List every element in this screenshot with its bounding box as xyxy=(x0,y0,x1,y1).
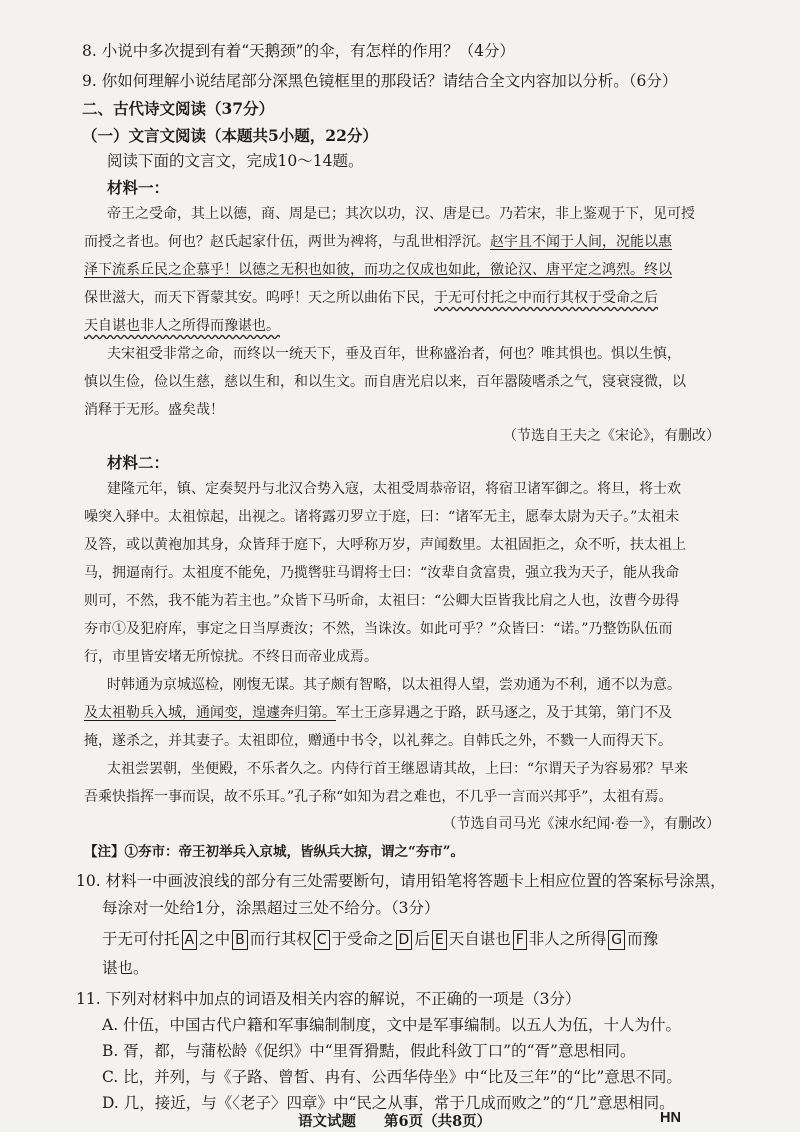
question-11-option-d[interactable]: D. 几，接近，与《〈老子〉四章》中“民之从事，常于几成而败之”的“几”意思相同。 xyxy=(102,1094,675,1112)
material-1-line: 慎以生俭，俭以生慈，慈以生和，和以生文。而自唐光启以来，百年嚣陵嗜杀之气，寖衰寖微，以 xyxy=(84,374,686,390)
footer-page-number: 第6页（共8页） xyxy=(384,1113,492,1130)
option-box-a[interactable]: A xyxy=(182,930,198,950)
option-box-f[interactable]: F xyxy=(513,930,527,950)
material-1-line xyxy=(84,288,658,308)
question-11-option-b[interactable]: B. 胥，都，与蒲松龄《促织》中“里胥猾黠，假此科敛丁口”的“胥”意思相同。 xyxy=(102,1042,636,1060)
footer-code: HN xyxy=(660,1110,681,1126)
material-2-line: 太祖尝罢朝，坐便殿，不乐者久之。内侍行首王继恩请其故，上曰：“尔谓天子为容易邪？早来 xyxy=(107,761,689,777)
material-1-line: 帝王之受命，其上以德，商、周是已；其次以功，汉、唐是已。乃若宋，非上鉴观于下，见可授 xyxy=(107,206,695,222)
material-1-text: 保世滋大，而天下胥蒙其安。呜呼！天之所以曲佑下民， xyxy=(84,290,434,306)
question-9: 9. 你如何理解小说结尾部分深黑色镜框里的那段话？请结合全文内容加以分析。（6分） xyxy=(82,72,678,90)
wavy-underlined-text: 于无可付托之中而行其权于受命之后 xyxy=(434,290,658,306)
material-2-line: 建隆元年，镇、定奏契丹与北汉合势入寇，太祖受周恭帝诏，将宿卫诸军御之。将旦，将士欢 xyxy=(107,481,681,497)
sentence-fragment: 非人之所得 xyxy=(528,930,607,948)
sentence-fragment: 后 xyxy=(414,930,430,948)
question-10-line: 每涂对一处给1分，涂黑超过三处不给分。（3分） xyxy=(102,899,440,917)
option-box-c[interactable]: C xyxy=(314,930,330,950)
section-heading: 二、古代诗文阅读（37分） xyxy=(82,99,275,118)
footer-subject: 语文试题 xyxy=(298,1113,356,1130)
material-2-line xyxy=(84,703,672,723)
material-1-line xyxy=(84,232,672,252)
sentence-fragment: 于无可付托 xyxy=(102,930,180,948)
material-2-line: 吾乘快指挥一事而误，故不乐耳。”孔子称“如知为君之难也，不几乎一言而兴邦乎”，太祖有焉。 xyxy=(84,789,673,805)
material-2-line: 马，拥逼南行。太祖度不能免，乃揽辔驻马谓将士曰：“汝辈自贪富贵，强立我为天子，能从我命 xyxy=(84,565,680,581)
question-11-option-c[interactable]: C. 比，并列，与《子路、曾皙、冉有、公西华侍坐》中“比及三年”的“比”意思不同。 xyxy=(102,1068,682,1086)
question-11-option-a[interactable]: A. 什伍，中国古代户籍和军事编制制度，文中是军事编制。以五人为伍，十人为什。 xyxy=(102,1016,682,1034)
sentence-fragment: 之中 xyxy=(199,930,231,948)
sentence-fragment: 而豫 xyxy=(627,930,659,948)
material-1-title: 材料一： xyxy=(107,178,170,197)
subsection-heading: （一）文言文阅读（本题共5小题，22分） xyxy=(82,126,378,145)
question-11-stem: 11. 下列对材料中加点的词语及相关内容的解说，不正确的一项是（3分） xyxy=(76,990,581,1008)
option-box-b[interactable]: B xyxy=(232,930,248,950)
material-2-line: 时韩通为京城巡检，刚愎无谋。其子颇有智略，以太祖得人望，尝劝通为不利，通不以为意。 xyxy=(107,677,681,693)
material-2-line: 行，市里皆安堵无所惊扰。不终日而帝业成焉。 xyxy=(84,649,378,665)
material-1-underlined-text: 赵宇且不闻于人间，况能以惠 xyxy=(490,234,672,250)
material-2-title: 材料二： xyxy=(107,453,170,472)
material-2-source: （节选自司马光《涑水纪闻·卷一》，有删改） xyxy=(442,816,720,832)
material-1-line: 消释于无形。盛矣哉！ xyxy=(84,402,224,418)
question-10-line: 10. 材料一中画波浪线的部分有三处需要断句，请用铅笔将答题卡上相应位置的答案标号涂黑， xyxy=(76,872,726,890)
reading-instruction: 阅读下面的文言文，完成10～14题。 xyxy=(107,152,364,170)
wavy-underlined-line: 天自谌也非人之所得而豫谌也。 xyxy=(84,318,280,334)
material-1-line: 泽下流系丘民之企慕乎！以德之无积也如彼，而功之仅成也如此，徼论汉、唐平定之鸿烈。终以 xyxy=(84,262,672,278)
material-1-source: （节选自王夫之《宋论》，有删改） xyxy=(503,428,720,444)
material-2-underlined-text: 及太祖勒兵入城，通闻变，遑遽奔归第。 xyxy=(84,705,336,721)
sentence-fragment: 于受命之 xyxy=(331,930,394,948)
footnote: 【注】①夯市：帝王初举兵入京城，皆纵兵大掠，谓之“夯市”。 xyxy=(84,844,465,860)
option-box-e[interactable]: E xyxy=(432,930,447,950)
material-2-line: 噪突入驿中。太祖惊起，出视之。诸将露刃罗立于庭，曰：“诸军无主，愿奉太尉为天子。”太祖未 xyxy=(84,509,680,525)
option-box-g[interactable]: G xyxy=(608,930,625,950)
material-2-line: 掩，遂杀之，并其妻子。太祖即位，赠通中书令，以礼葬之。自韩氏之外，不戮一人而得天下。 xyxy=(84,733,672,749)
question-8: 8. 小说中多次提到有着“天鹅颈”的伞，有怎样的作用？（4分） xyxy=(82,42,515,60)
punctuation-options xyxy=(102,928,658,950)
option-box-d[interactable]: D xyxy=(396,930,413,950)
material-2-line: 及答，或以黄袍加其身，众皆拜于庭下，大呼称万岁，声闻数里。太祖固拒之，众不听，扶太祖上 xyxy=(84,537,686,553)
material-1-line: 夫宋祖受非常之命，而终以一统天下，垂及百年，世称盛治者，何也？唯其惧也。惧以生慎， xyxy=(107,346,681,362)
material-2-text: 军士王彦昇遇之于路，跃马逐之，及于其第，第门不及 xyxy=(336,705,672,721)
sentence-fragment: 天自谌也 xyxy=(448,930,511,948)
punctuation-options-end: 谌也。 xyxy=(102,959,149,977)
material-1-text: 而授之者也。何也？赵氏起家什伍，两世为裨将，与乱世相浮沉。 xyxy=(84,234,490,250)
material-2-line: 夯市①及犯府库，事定之日当厚赉汝；不然，当诛汝。如此可乎？”众皆曰：“诺。”乃整饬队伍而 xyxy=(84,621,673,637)
material-2-line: 则可，不然，我不能为若主也。”众皆下马听命，太祖曰：“公卿大臣皆我比肩之人也，汝曹今毋得 xyxy=(84,593,680,609)
sentence-fragment: 而行其权 xyxy=(249,930,312,948)
